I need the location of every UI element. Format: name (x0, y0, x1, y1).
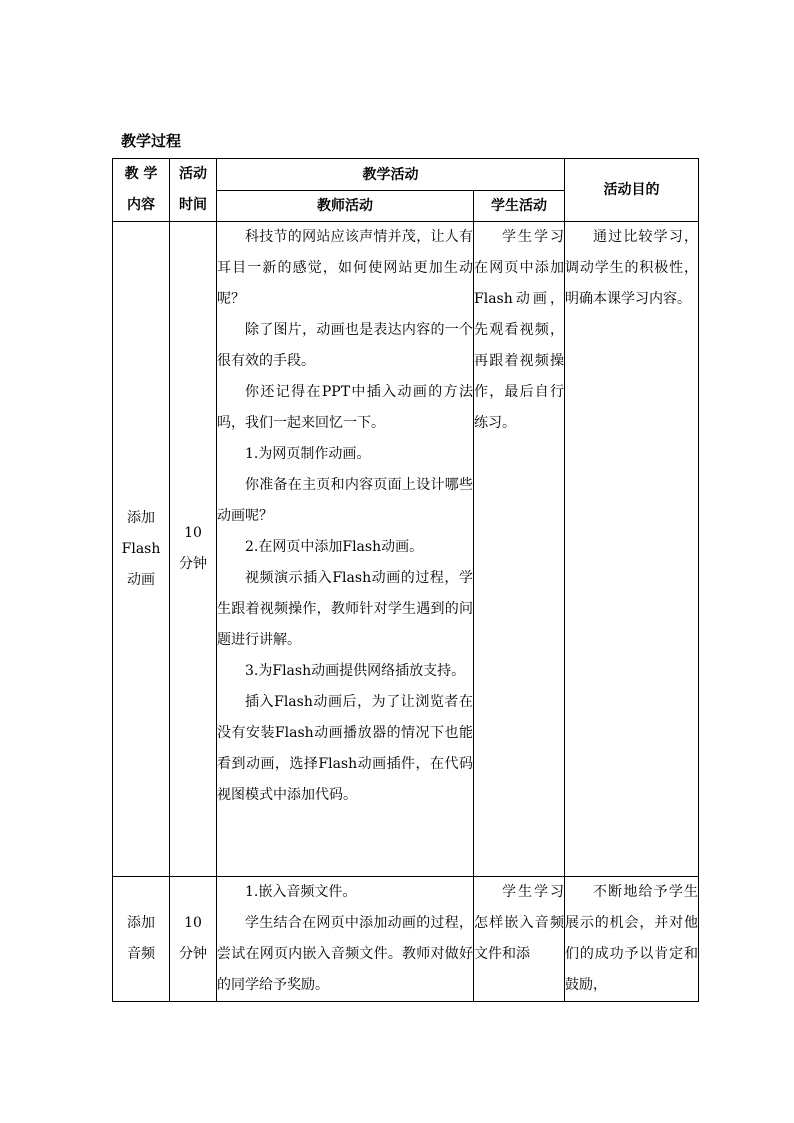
teacher-paragraph: 1.为网页制作动画。 (245, 446, 371, 462)
row1-time-line: 分钟 (179, 556, 207, 572)
row2-content-line: 音频 (127, 946, 155, 962)
teacher-paragraph: 你准备在主页和内容页面上设计哪些动画呢？ (217, 477, 473, 524)
row1-content-line: 动画 (127, 571, 155, 588)
row2-teacher-activity (217, 877, 474, 1002)
table-row (113, 222, 699, 877)
teacher-paragraph: 你还记得在PPT中插入动画的方法吗，我们一起来回忆一下。 (217, 384, 473, 431)
purpose-text: 不断地给予学生展示的机会，并对他们的成功予以肯定和鼓励， (565, 884, 698, 993)
student-text: 学生学习怎样嵌入音频文件和添 (474, 884, 564, 962)
section-title: 教学过程 (121, 132, 182, 150)
row2-time-line: 分钟 (179, 946, 207, 962)
header-time-line1: 活动 (179, 166, 207, 182)
lesson-table (112, 158, 699, 1002)
header-student: 学生活动 (474, 191, 565, 222)
row1-teacher-activity (217, 222, 474, 877)
teacher-paragraph: 2.在网页中添加Flash动画。 (245, 539, 424, 555)
table-row (113, 877, 699, 1002)
row1-purpose (565, 222, 699, 877)
teacher-paragraph: 视频演示插入Flash动画的过程，学生跟着视频操作，教师针对学生遇到的问题进行讲解。 (217, 570, 473, 648)
row1-student-activity (474, 222, 565, 877)
header-time (170, 159, 217, 222)
header-purpose: 活动目的 (565, 159, 699, 222)
row1-time (170, 222, 217, 877)
row2-purpose (565, 877, 699, 1002)
row1-content-line: 添加 (127, 509, 155, 526)
row2-time (170, 877, 217, 1002)
teacher-paragraph: 1.嵌入音频文件。 (245, 884, 357, 900)
header-content-line1: 教 学 (124, 166, 158, 182)
row2-time-line: 10 (184, 915, 202, 931)
teacher-paragraph: 3.为Flash动画提供网络插放支持。 (245, 663, 466, 679)
teacher-paragraph: 除了图片，动画也是表达内容的一个很有效的手段。 (217, 322, 473, 369)
purpose-text: 通过比较学习，调动学生的积极性，明确本课学习内容。 (565, 229, 698, 307)
row2-content (113, 877, 170, 1002)
row1-content-line: Flash (121, 540, 161, 557)
row1-time-line: 10 (184, 525, 202, 541)
student-text: 学生学习在网页中添加Flash动画，先观看视频，再跟着视频操作，最后自行练习。 (474, 229, 564, 431)
header-content (113, 159, 170, 222)
row2-student-activity (474, 877, 565, 1002)
header-activity: 教学活动 (217, 159, 565, 191)
teacher-paragraph: 插入Flash动画后，为了让浏览者在没有安装Flash动画播放器的情况下也能看到动画，选择Flash动画插件，在代码视图模式中添加代码。 (217, 694, 473, 803)
header-content-line2: 内容 (127, 197, 155, 213)
row1-content (113, 222, 170, 877)
header-teacher: 教师活动 (217, 191, 474, 222)
row2-content-line: 添加 (127, 915, 155, 931)
header-time-line2: 时间 (179, 197, 207, 213)
teacher-paragraph: 科技节的网站应该声情并茂，让人有耳目一新的感觉，如何使网站更加生动呢？ (217, 229, 473, 307)
teacher-paragraph: 学生结合在网页中添加动画的过程，尝试在网页内嵌入音频文件。教师对做好的同学给予奖励。 (217, 915, 473, 993)
